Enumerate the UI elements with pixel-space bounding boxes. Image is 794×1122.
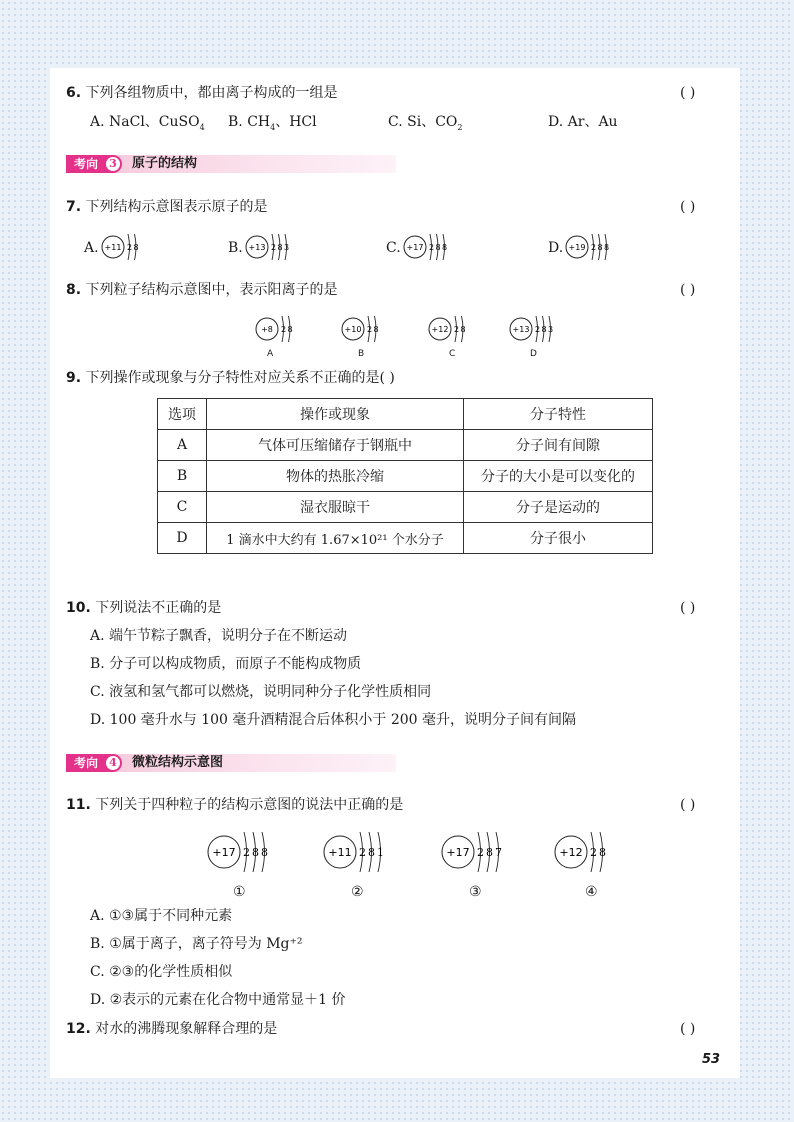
q7-atom-diagram-b	[244, 232, 298, 266]
table-header-cell: 选项	[158, 399, 207, 430]
nucleus-charge: +13	[512, 325, 530, 334]
q7-option-a-letter: A.	[84, 240, 99, 256]
table-cell: A	[158, 430, 207, 461]
table-header-row	[158, 399, 653, 430]
table-cell: 分子的大小是可以变化的	[464, 461, 653, 492]
table-row	[158, 461, 653, 492]
nucleus-charge: +13	[248, 243, 266, 252]
q11-atom-diagram-4	[553, 830, 623, 878]
shell-electron-count: 8	[442, 243, 448, 252]
atom-svg	[402, 232, 456, 262]
table-cell: D	[158, 523, 207, 554]
q11-answer-paren: ( )	[680, 797, 696, 813]
shell-electron-count: 7	[495, 846, 502, 859]
q6-stem	[66, 84, 338, 102]
nucleus-charge: +17	[406, 243, 424, 252]
q10-option-b: B. 分子可以构成物质，而原子不能构成物质	[90, 656, 362, 672]
shell-electron-count: 2	[367, 325, 373, 334]
section-number: 4	[106, 756, 120, 770]
q7-option-c-letter: C.	[386, 240, 401, 256]
table-header-cell: 操作或现象	[207, 399, 464, 430]
section-tag: 考向	[66, 155, 122, 173]
q11-label-4: ④	[585, 884, 598, 900]
shell-electron-count: 8	[287, 325, 293, 334]
shell-electron-count: 2	[271, 243, 277, 252]
shell-electron-count: 8	[277, 243, 283, 252]
shell-electron-count: 8	[460, 325, 466, 334]
q8-atom-diagram-b	[340, 314, 394, 348]
q8-label-d: D	[530, 349, 537, 359]
q11-option-d: D. ②表示的元素在化合物中通常显＋1 价	[90, 992, 346, 1008]
table-header-cell: 分子特性	[464, 399, 653, 430]
page-number: 53	[702, 1052, 721, 1067]
nucleus-charge: +11	[104, 243, 122, 252]
shell-electron-count: 2	[477, 846, 484, 859]
q6-option-a: A. NaCl、CuSO$_4$	[90, 114, 205, 132]
atom-svg	[508, 314, 562, 344]
q6-number: 6.	[66, 85, 82, 101]
q10-stem: 10. 下列说法不正确的是	[66, 600, 222, 616]
q7-option-d-letter: D.	[548, 240, 564, 256]
q11-option-c: C. ②③的化学性质相似	[90, 964, 233, 980]
shell-electron-count: 8	[373, 325, 379, 334]
table-cell: C	[158, 492, 207, 523]
atom-svg	[564, 232, 618, 262]
nucleus-charge: +11	[328, 846, 352, 859]
table-row	[158, 523, 653, 554]
q11-atom-diagram-1	[206, 830, 276, 878]
table-cell: 湿衣服晾干	[207, 492, 464, 523]
nucleus-charge: +8	[261, 325, 273, 334]
nucleus-charge: +17	[212, 846, 236, 859]
shell-electron-count: 8	[486, 846, 493, 859]
q8-atom-diagram-d	[508, 314, 562, 348]
q6-option-b: B. $CH_4$、HCl	[228, 114, 317, 132]
shell-electron-count: 8	[435, 243, 441, 252]
nucleus-charge: +19	[568, 243, 586, 252]
q9-table	[157, 398, 653, 554]
q6-option-d: D. Ar、Au	[548, 114, 618, 130]
section-header-4	[66, 754, 396, 772]
q8-label-c: C	[449, 349, 456, 359]
table-row	[158, 492, 653, 523]
nucleus-charge: +12	[431, 325, 449, 334]
atom-svg	[100, 232, 154, 262]
q7-atom-diagram-c	[402, 232, 456, 266]
q11-atom-diagram-2	[322, 830, 392, 878]
q7-atom-diagram-a	[100, 232, 154, 266]
q7-option-b-letter: B.	[228, 240, 243, 256]
q10-option-d: D. 100 毫升水与 100 毫升酒精混合后体积小于 200 毫升，说明分子间有间隔	[90, 712, 577, 728]
shell-electron-count: 1	[377, 846, 384, 859]
q8-stem: 8. 下列粒子结构示意图中，表示阳离子的是	[66, 282, 338, 298]
q8-label-b: B	[358, 349, 365, 359]
shell-electron-count: 8	[252, 846, 259, 859]
shell-electron-count: 8	[133, 243, 139, 252]
table-cell: 分子是运动的	[464, 492, 653, 523]
shell-electron-count: 8	[368, 846, 375, 859]
table-cell: 分子间有间隙	[464, 430, 653, 461]
table-cell: 分子很小	[464, 523, 653, 554]
section-header-3	[66, 155, 396, 173]
atom-svg	[553, 830, 623, 874]
shell-electron-count: 2	[127, 243, 133, 252]
shell-electron-count: 8	[261, 846, 268, 859]
shell-electron-count: 2	[243, 846, 250, 859]
shell-electron-count: 8	[597, 243, 603, 252]
atom-svg	[206, 830, 276, 874]
q8-answer-paren: ( )	[680, 282, 696, 298]
q10-option-a: A. 端午节粽子飘香，说明分子在不断运动	[90, 628, 348, 644]
table-cell: 物体的热胀冷缩	[207, 461, 464, 492]
q11-option-a: A. ①③属于不同种元素	[90, 908, 233, 924]
shell-electron-count: 2	[281, 325, 287, 334]
section-number: 3	[106, 157, 120, 171]
shell-electron-count: 2	[591, 243, 597, 252]
table-row	[158, 430, 653, 461]
q8-label-a: A	[267, 349, 274, 359]
q12-answer-paren: ( )	[680, 1021, 696, 1037]
q10-answer-paren: ( )	[680, 600, 696, 616]
page-paper	[50, 68, 740, 1078]
q8-atom-diagram-a	[254, 314, 308, 348]
nucleus-charge: +10	[344, 325, 362, 334]
q7-atom-diagram-d	[564, 232, 618, 266]
q11-label-3: ③	[469, 884, 482, 900]
q12-stem: 12. 对水的沸腾现象解释合理的是	[66, 1021, 278, 1037]
atom-svg	[244, 232, 298, 262]
atom-svg	[254, 314, 308, 344]
table-cell: 1 滴水中大约有 1.67×10²¹ 个水分子	[207, 523, 464, 554]
section-title: 原子的结构	[132, 156, 198, 171]
q7-stem: 7. 下列结构示意图表示原子的是	[66, 199, 268, 215]
q6-answer-paren: ( )	[680, 85, 696, 101]
section-tag: 考向	[66, 754, 122, 772]
q11-label-2: ②	[351, 884, 364, 900]
shell-electron-count: 2	[429, 243, 435, 252]
shell-electron-count: 8	[604, 243, 610, 252]
shell-electron-count: 3	[284, 243, 290, 252]
q10-option-c: C. 液氢和氢气都可以燃烧，说明同种分子化学性质相同	[90, 684, 432, 700]
shell-electron-count: 8	[599, 846, 606, 859]
shell-electron-count: 2	[590, 846, 597, 859]
atom-svg	[427, 314, 481, 344]
shell-electron-count: 2	[454, 325, 460, 334]
q11-label-1: ①	[233, 884, 246, 900]
nucleus-charge: +17	[446, 846, 470, 859]
atom-svg	[340, 314, 394, 344]
q11-atom-diagram-3	[440, 830, 510, 878]
q8-atom-diagram-c	[427, 314, 481, 348]
table-cell: 气体可压缩储存于钢瓶中	[207, 430, 464, 461]
shell-electron-count: 3	[548, 325, 554, 334]
table-cell: B	[158, 461, 207, 492]
atom-svg	[440, 830, 510, 874]
q11-option-b: B. ①属于离子，离子符号为 Mg⁺²	[90, 936, 303, 952]
q11-stem: 11. 下列关于四种粒子的结构示意图的说法中正确的是	[66, 797, 404, 813]
shell-electron-count: 2	[359, 846, 366, 859]
q6-text: 下列各组物质中，都由离子构成的一组是	[85, 85, 338, 101]
shell-electron-count: 2	[535, 325, 541, 334]
atom-svg	[322, 830, 392, 874]
q9-stem: 9. 下列操作或现象与分子特性对应关系不正确的是( )	[66, 370, 395, 386]
nucleus-charge: +12	[559, 846, 583, 859]
shell-electron-count: 8	[541, 325, 547, 334]
q6-option-c: C. Si、$CO_2$	[388, 114, 463, 132]
q7-answer-paren: ( )	[680, 199, 696, 215]
section-title: 微粒结构示意图	[132, 755, 224, 770]
